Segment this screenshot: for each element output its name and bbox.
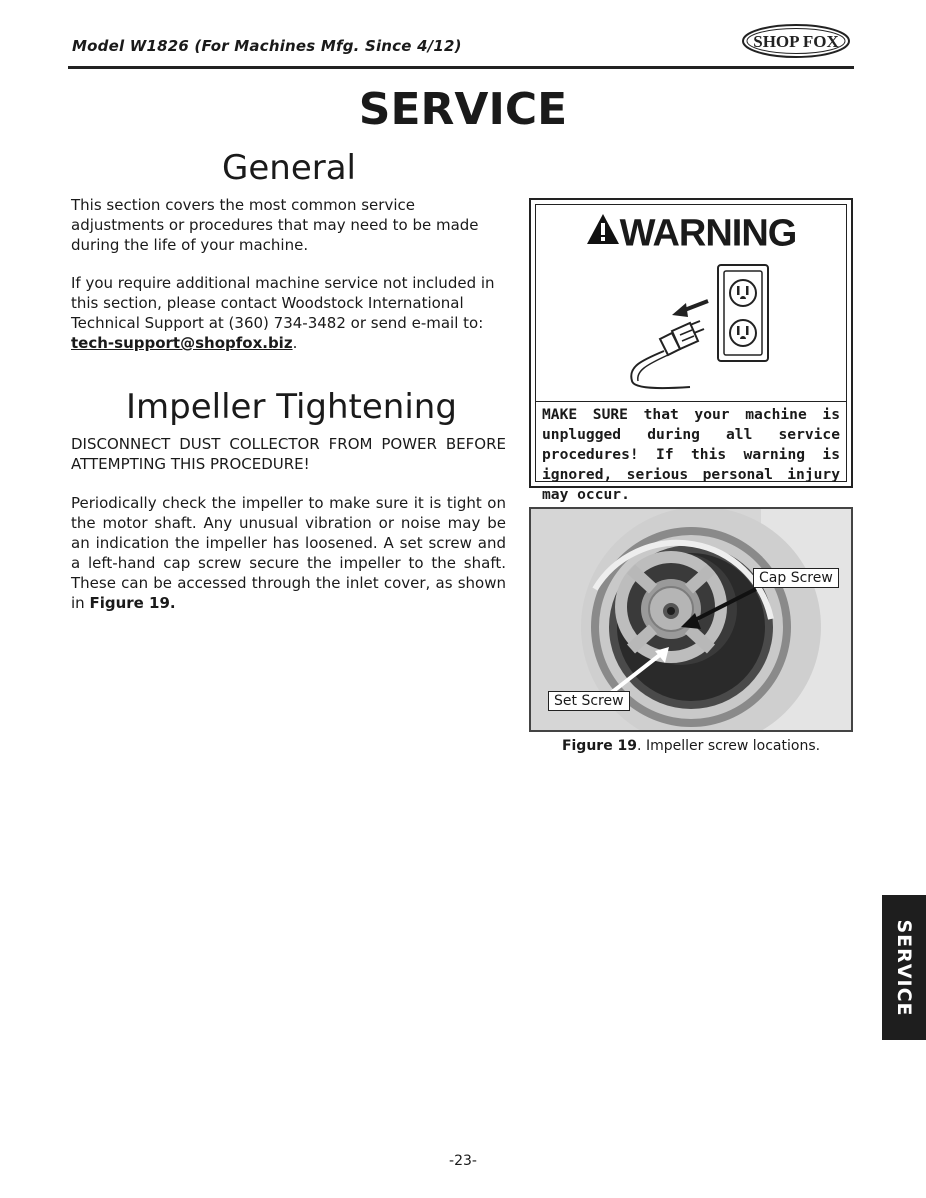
page-title: SERVICE xyxy=(358,84,568,135)
page-number: -23- xyxy=(449,1153,477,1169)
figure-caption-label: Figure 19 xyxy=(561,738,638,754)
svg-text:SHOP FOX: SHOP FOX xyxy=(753,32,839,51)
set-screw-callout: Set Screw xyxy=(548,691,630,711)
impeller-paragraph-text: Periodically check the impeller to make sure it is tight on the motor shaft. Any unusual vibration or noise may be an indication the impeller has loosened. A set screw and a left-hand cap screw secure the impeller to the shaft. These can be accessed through the inlet cover, as shown in xyxy=(71,494,506,612)
section-side-tab: SERVICE xyxy=(882,895,926,1040)
header-model-line: Model W1826 (For Machines Mfg. Since 4/12) xyxy=(72,37,462,55)
figure-caption-text: . Impeller screw locations. xyxy=(637,738,821,754)
header-rule xyxy=(68,66,854,69)
support-email-link[interactable]: tech-support@shopfox.biz xyxy=(71,334,293,352)
warning-title: WARNING xyxy=(536,211,846,255)
cap-screw-callout: Cap Screw xyxy=(753,568,839,588)
general-heading: General xyxy=(222,148,356,188)
impeller-heading: Impeller Tightening xyxy=(126,387,457,427)
general-paragraph-1: This section covers the most common service adjustments or procedures that may need to be made during the life of your machine. xyxy=(71,196,479,254)
warning-box xyxy=(529,198,853,503)
general-paragraph-2 xyxy=(71,273,506,353)
warning-separator xyxy=(536,401,846,402)
unplug-outlet-icon xyxy=(620,263,770,393)
warning-inner-frame xyxy=(535,204,847,503)
figure-reference: Figure 19. xyxy=(89,594,176,612)
shop-fox-logo xyxy=(741,23,851,59)
email-suffix: . xyxy=(292,334,298,352)
figure-19-photo xyxy=(529,507,853,732)
warning-triangle-icon xyxy=(586,212,620,255)
figure-caption xyxy=(529,738,853,754)
warning-text: MAKE SURE that your machine is unplugged during all service procedures! If this warning is ignored, serious personal injury may occur. xyxy=(542,406,840,503)
impeller-paragraph xyxy=(71,493,506,613)
disconnect-warning-text: DISCONNECT DUST COLLECTOR FROM POWER BEFORE ATTEMPTING THIS PROCEDURE! xyxy=(71,435,506,473)
general-paragraph-2-text: If you require additional machine service not included in this section, please contact Woodstock International Technical Support at (360) 734-3482 or send e-mail to: xyxy=(71,274,495,332)
